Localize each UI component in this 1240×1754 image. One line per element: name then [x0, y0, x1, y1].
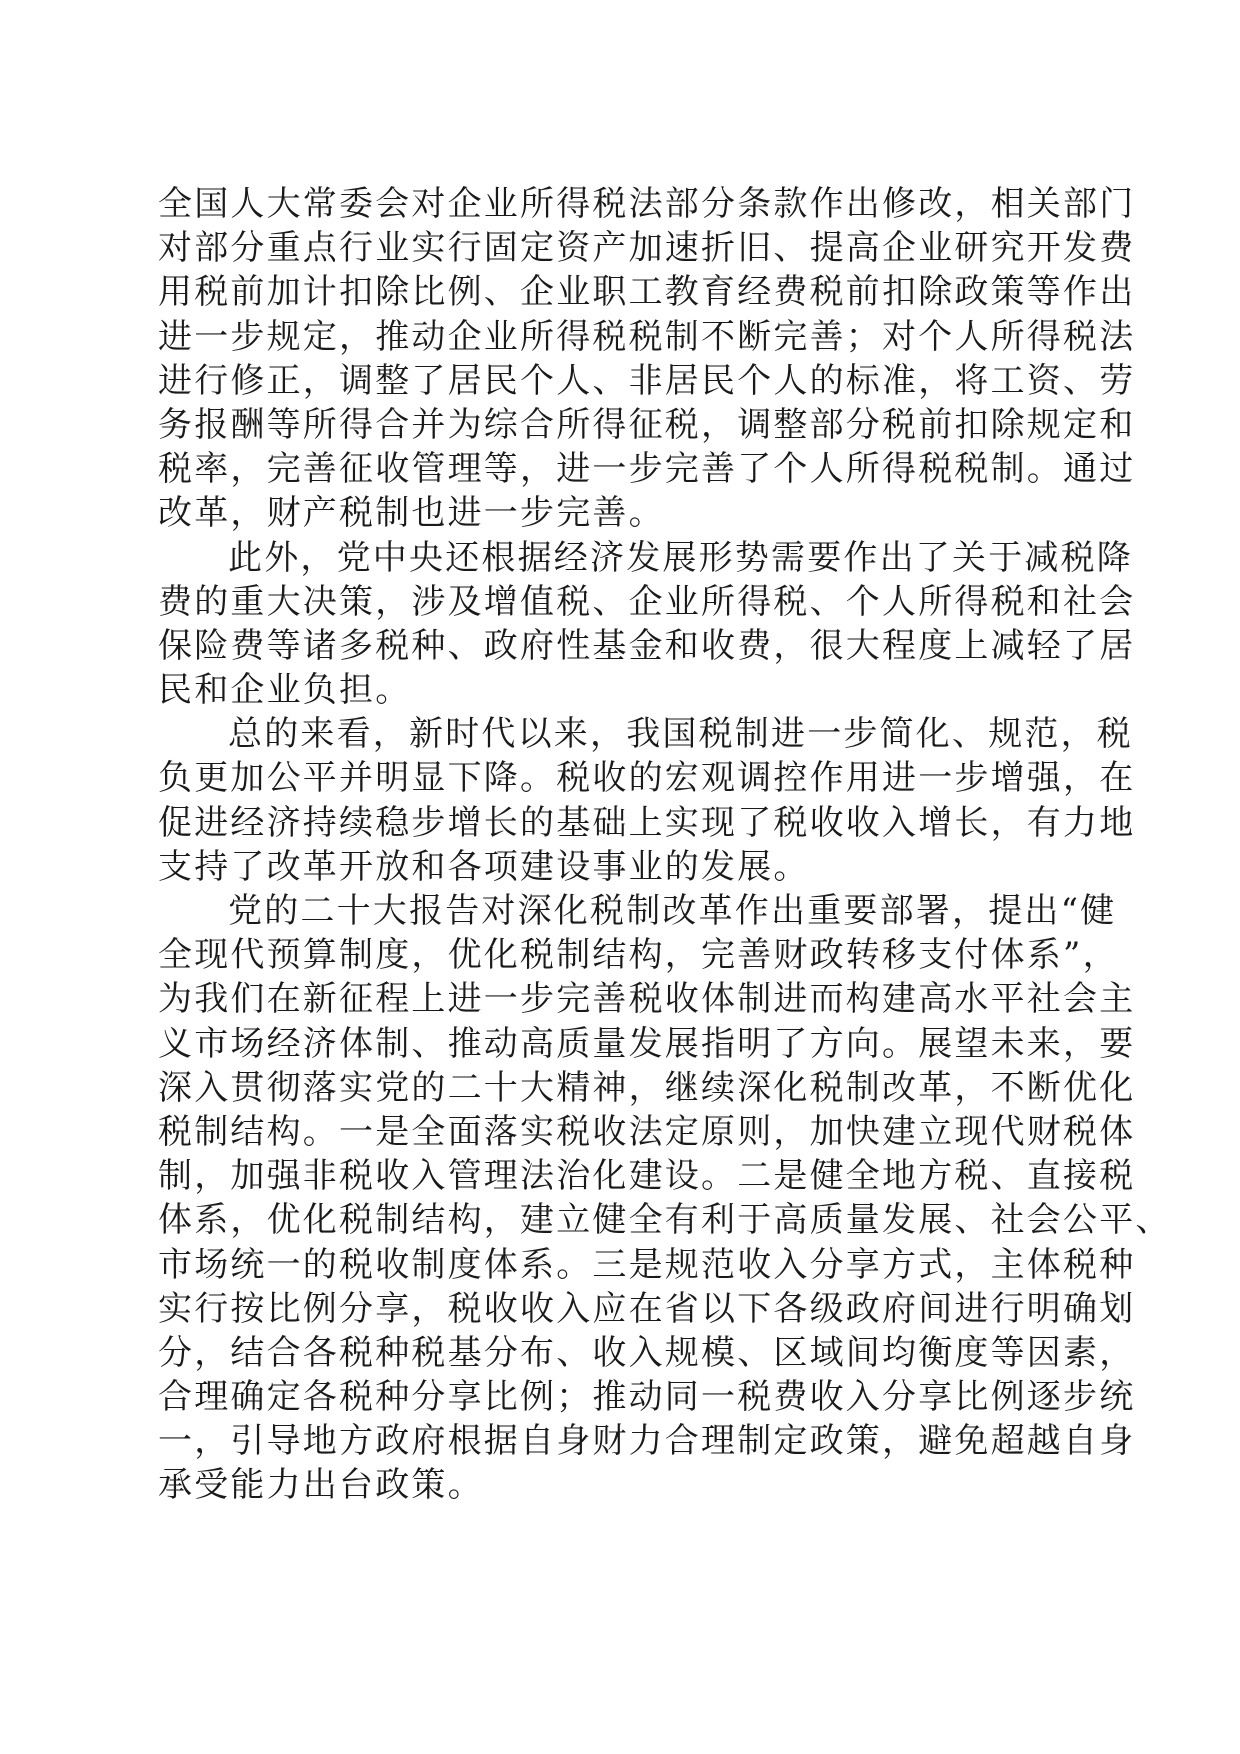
paragraph-4	[158, 889, 1172, 1508]
paragraph-line: 税率，完善征收管理等，进一步完善了个人所得税税制。通过	[158, 449, 1136, 490]
paragraph-line: 进一步规定，推动企业所得税税制不断完善；对个人所得税法	[158, 316, 1136, 357]
paragraph-line: 总的来看，新时代以来，我国税制进一步简化、规范，税	[228, 714, 1133, 755]
paragraph-line: 深入贯彻落实党的二十大精神，继续深化税制改革，不断优化	[158, 1067, 1136, 1108]
paragraph-2	[158, 536, 1136, 713]
paragraph-line: 进行修正，调整了居民个人、非居民个人的标准，将工资、劳	[158, 360, 1136, 401]
paragraph-line: 用税前加计扣除比例、企业职工教育经费税前扣除政策等作出	[158, 272, 1136, 313]
paragraph-line: 一，引导地方政府根据自身财力合理制定政策，避免超越自身	[158, 1421, 1136, 1462]
paragraph-line: 费的重大决策，涉及增值税、企业所得税、个人所得税和社会	[158, 581, 1136, 622]
paragraph-line: 为我们在新征程上进一步完善税收体制进而构建高水平社会主	[158, 979, 1136, 1020]
paragraph-line: 改革，财产税制也进一步完善。	[158, 493, 665, 534]
paragraph-line: 党的二十大报告对深化税制改革作出重要部署，提出“健	[228, 891, 1117, 931]
paragraph-line: 此外，党中央还根据经济发展形势需要作出了关于减税降	[228, 537, 1133, 578]
paragraph-line: 制，加强非税收入管理法治化建设。二是健全地方税、直接税	[158, 1156, 1136, 1197]
paragraph-line: 全现代预算制度，优化税制结构，完善财政转移支付体系”，	[158, 935, 1119, 976]
paragraph-line: 全国人大常委会对企业所得税法部分条款作出修改，相关部门	[158, 184, 1136, 224]
paragraph-line: 税制结构。一是全面落实税收法定原则，加快建立现代财税体	[158, 1111, 1136, 1152]
paragraph-line: 义市场经济体制、推动高质量发展指明了方向。展望未来，要	[158, 1023, 1136, 1064]
paragraph-line: 务报酬等所得合并为综合所得征税，调整部分税前扣除规定和	[158, 404, 1136, 445]
paragraph-1	[158, 182, 1136, 536]
document-body	[158, 182, 1172, 1508]
paragraph-line: 负更加公平并明显下降。税收的宏观调控作用进一步增强，在	[158, 758, 1136, 799]
paragraph-line: 承受能力出台政策。	[158, 1465, 484, 1506]
paragraph-line: 分，结合各税种税基分布、收入规模、区域间均衡度等因素，	[158, 1332, 1136, 1373]
paragraph-3	[158, 712, 1136, 889]
paragraph-line: 促进经济持续稳步增长的基础上实现了税收收入增长，有力地	[158, 802, 1136, 843]
paragraph-line: 支持了改革开放和各项建设事业的发展。	[158, 846, 810, 887]
paragraph-line: 对部分重点行业实行固定资产加速折旧、提高企业研究开发费	[158, 228, 1136, 269]
paragraph-line: 体系，优化税制结构，建立健全有利于高质量发展、社会公平、	[158, 1200, 1172, 1241]
paragraph-line: 合理确定各税种分享比例；推动同一税费收入分享比例逐步统	[158, 1377, 1136, 1418]
paragraph-line: 实行按比例分享，税收收入应在省以下各级政府间进行明确划	[158, 1288, 1136, 1329]
paragraph-line: 民和企业负担。	[158, 670, 412, 711]
paragraph-line: 保险费等诸多税种、政府性基金和收费，很大程度上减轻了居	[158, 625, 1136, 666]
paragraph-line: 市场统一的税收制度体系。三是规范收入分享方式，主体税种	[158, 1244, 1136, 1285]
